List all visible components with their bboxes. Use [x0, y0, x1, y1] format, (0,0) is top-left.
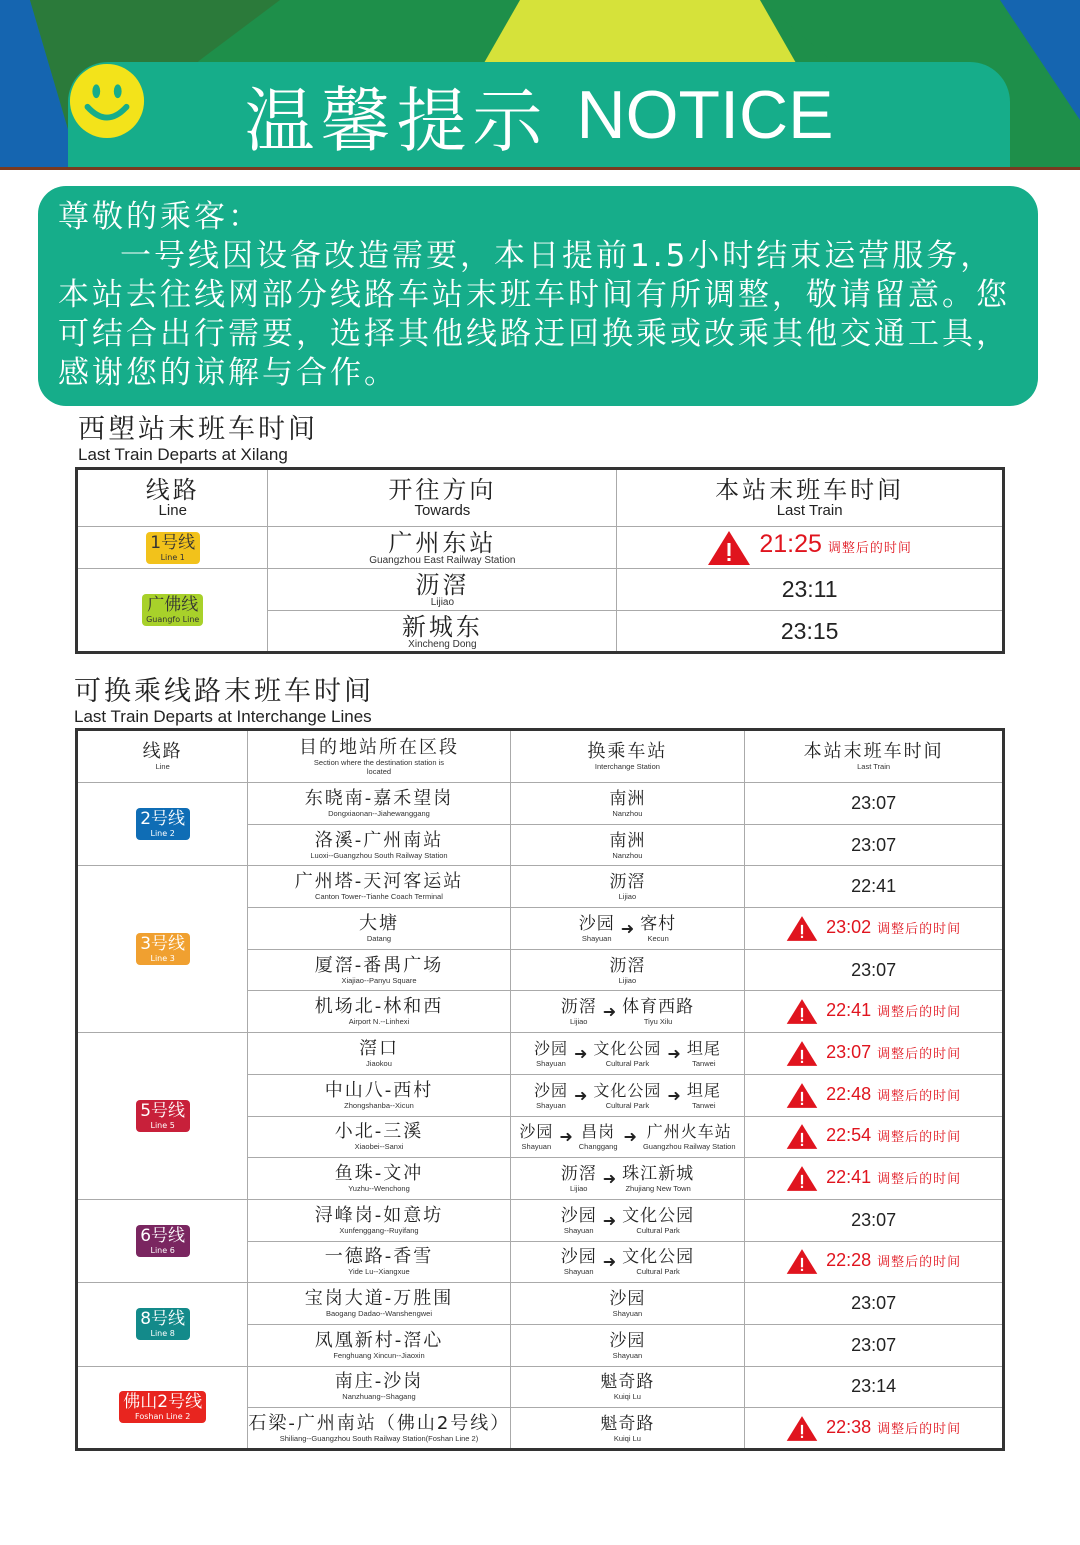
table-row — [77, 783, 1004, 825]
section-en: Yide Lu--Xiangxue — [348, 1267, 410, 1277]
arrow-right-icon: ➜ — [667, 1043, 681, 1063]
adjusted-note: 调整后的时间 — [877, 921, 962, 937]
section-en: Xunfenggang--Ruyifang — [339, 1225, 419, 1235]
last-train-time: 22:38 — [826, 1416, 872, 1437]
interchange-station-en: Guangzhou Railway Station — [642, 1142, 736, 1152]
section-en: Luoxi--Guangzhou South Railway Station — [310, 850, 448, 860]
adjusted-note: 调整后的时间 — [877, 1130, 962, 1146]
interchange-route — [609, 872, 645, 901]
destination-en: Guangzhou East Railway Station — [369, 555, 516, 566]
section-en: Jiaokou — [366, 1058, 392, 1068]
interchange-route — [609, 831, 645, 860]
section-en: Airport N.--Linhexi — [348, 1017, 410, 1027]
section-en: Zhongshanba--Xicun — [344, 1100, 414, 1110]
interchange-station-en: Cultural Park — [636, 1267, 680, 1277]
interchange-station-en: Kuiqi Lu — [613, 1433, 641, 1443]
last-train-time: 23:11 — [781, 576, 838, 602]
last-train-time: 23:02 — [826, 916, 872, 937]
arrow-right-icon: ➜ — [623, 1127, 637, 1147]
destination-en: Xincheng Dong — [408, 638, 477, 650]
interchange-station-en: Lijiao — [618, 892, 637, 902]
interchange-route — [609, 1289, 645, 1318]
interchange-station: 体育西路 — [622, 997, 695, 1018]
column-header: 本站末班车时间 Last Train — [617, 469, 1004, 527]
column-header: 开往方向 Towards — [268, 469, 617, 527]
section-en: Xiajiao--Panyu Square — [341, 975, 417, 985]
last-train-time: 22:41 — [826, 1167, 872, 1188]
destination: 沥滘 — [415, 571, 470, 599]
interchange-station-en: Cultural Park — [605, 1058, 650, 1068]
section: 鱼珠-文冲 — [334, 1163, 424, 1185]
line-badge — [136, 808, 190, 840]
interchange-station: 沙园 — [560, 1205, 597, 1226]
interchange-station-en: Shayuan — [563, 1225, 594, 1235]
warning-icon — [786, 915, 818, 942]
section-en: Baogang Dadao--Wanshengwei — [325, 1309, 432, 1319]
interchange-station-en: Cultural Park — [636, 1225, 680, 1235]
last-train-time: 23:07 — [851, 1209, 897, 1230]
section-title-en: Last Train Departs at Xilang — [78, 445, 288, 464]
interchange-station-en: Lijiao — [618, 975, 637, 985]
interchange-station: 沙园 — [578, 913, 615, 934]
interchange-station: 客村 — [640, 913, 677, 934]
interchange-station: 沥滘 — [609, 955, 646, 976]
section-en: Fenghuang Xincun--Jiaoxin — [333, 1350, 425, 1360]
line-badge — [146, 532, 200, 564]
last-train-time: 22:28 — [826, 1250, 872, 1271]
interchange-station: 沥滘 — [609, 872, 646, 893]
column-header: 换乘车站 Interchange Station — [510, 730, 745, 783]
table-row — [77, 527, 1004, 569]
title-en: NOTICE — [576, 77, 834, 153]
table-row — [77, 1033, 1004, 1075]
interchange-station-en: Shayuan — [563, 1267, 594, 1277]
last-train-time: 23:07 — [851, 959, 897, 980]
interchange-station: 昌岗 — [581, 1122, 616, 1142]
adjusted-time — [786, 1085, 961, 1104]
interchange-station-en: Shayuan — [612, 1350, 643, 1360]
interchange-station-en: Cultural Park — [605, 1100, 650, 1110]
arrow-right-icon: ➜ — [602, 1002, 617, 1022]
section: 宝岗大道-万胜围 — [304, 1288, 454, 1310]
section: 浔峰岗-如意坊 — [314, 1204, 444, 1226]
interchange-route — [519, 1122, 735, 1151]
interchange-station-en: Shayuan — [612, 1309, 643, 1319]
interchange-route — [534, 1081, 721, 1110]
adjusted-time — [786, 1043, 961, 1062]
interchange-last-train-table — [75, 728, 1005, 1451]
adjusted-time — [786, 918, 961, 937]
table-header — [77, 730, 1004, 783]
adjusted-time — [786, 1126, 961, 1145]
interchange-station-en: Shayuan — [581, 933, 612, 943]
line-name: 6号线 — [140, 1226, 186, 1247]
interchange-route — [609, 956, 645, 985]
interchange-route — [561, 1247, 694, 1276]
notice-greeting: 尊敬的乘客： — [58, 199, 262, 235]
interchange-station-en: Shayuan — [536, 1100, 566, 1110]
line-badge — [136, 1100, 190, 1132]
interchange-station-en: Kuiqi Lu — [613, 1392, 641, 1402]
section: 中山八-西村 — [324, 1079, 434, 1101]
arrow-right-icon: ➜ — [602, 1252, 617, 1272]
line-badge — [136, 1308, 190, 1340]
notice-banner — [68, 62, 1010, 168]
section: 石梁-广州南站（佛山2号线） — [248, 1412, 511, 1434]
adjusted-time — [786, 1418, 961, 1437]
arrow-right-icon: ➜ — [667, 1085, 681, 1105]
interchange-route — [609, 1331, 645, 1360]
notice-message — [38, 186, 1038, 406]
last-train-time: 23:07 — [851, 792, 897, 813]
adjusted-time — [707, 530, 912, 558]
interchange-route — [600, 1372, 654, 1401]
interchange-route — [561, 997, 694, 1026]
interchange-station-en: Shayuan — [536, 1058, 566, 1068]
last-train-time: 21:25 — [759, 530, 822, 558]
line-name-en: Line 3 — [150, 954, 175, 964]
interchange-station: 文化公园 — [622, 1247, 695, 1268]
last-train-time: 23:07 — [826, 1041, 872, 1062]
section: 广州塔-天河客运站 — [294, 871, 464, 893]
smiley-icon — [68, 62, 146, 140]
interchange-station-en: Nanzhou — [612, 808, 643, 818]
section: 机场北-林和西 — [314, 996, 444, 1018]
interchange-station: 魁奇路 — [600, 1372, 655, 1393]
section: 南庄-沙岗 — [334, 1371, 424, 1393]
interchange-station-en: Tanwei — [692, 1100, 716, 1110]
interchange-route — [534, 1039, 721, 1068]
table-row — [77, 1199, 1004, 1241]
arrow-right-icon: ➜ — [573, 1043, 588, 1063]
title-zh: 温馨提示 — [244, 79, 549, 162]
warning-icon — [786, 1248, 818, 1275]
warning-icon — [786, 1415, 818, 1442]
adjusted-note: 调整后的时间 — [877, 1172, 962, 1188]
line-badge — [142, 594, 203, 626]
adjusted-time — [786, 1001, 961, 1020]
section-en: Xiaobei--Sanxi — [354, 1142, 404, 1152]
interchange-station: 文化公园 — [622, 1205, 695, 1226]
section-en: Datang — [366, 933, 392, 943]
interchange-route — [600, 1414, 654, 1443]
line-name: 5号线 — [140, 1101, 186, 1121]
interchange-station: 文化公园 — [593, 1080, 662, 1100]
section: 洛溪-广州南站 — [314, 829, 444, 851]
section: 凤凰新村-滘心 — [314, 1329, 444, 1351]
destination: 新城东 — [401, 612, 483, 641]
interchange-route — [561, 1164, 694, 1193]
adjusted-note: 调整后的时间 — [877, 1088, 962, 1104]
interchange-station: 沙园 — [519, 1122, 554, 1142]
line-name: 佛山2号线 — [123, 1392, 203, 1413]
interchange-station-en: Changgang — [578, 1142, 618, 1152]
line-name-en: Guangfo Line — [146, 615, 200, 624]
line-badge — [136, 1225, 190, 1257]
section-en: Yuzhu--Wenchong — [348, 1184, 410, 1194]
adjusted-time — [786, 1251, 961, 1270]
arrow-right-icon: ➜ — [602, 1169, 617, 1189]
line-name: 3号线 — [140, 934, 186, 955]
table-row — [77, 1366, 1004, 1408]
last-train-time: 23:14 — [851, 1376, 897, 1397]
line-name: 广佛线 — [147, 595, 199, 615]
warning-icon — [786, 1165, 818, 1192]
last-train-time: 22:54 — [826, 1125, 872, 1146]
interchange-station: 沙园 — [560, 1247, 597, 1268]
table-header — [77, 469, 1004, 527]
section-en: Canton Tower--Tianhe Coach Terminal — [315, 892, 443, 902]
section: 东晓南-嘉禾望岗 — [304, 787, 454, 809]
interchange-station-en: Lijiao — [569, 1184, 588, 1194]
interchange-station-en: Lijiao — [569, 1017, 588, 1027]
destination-en: Lijiao — [430, 597, 455, 608]
warning-icon — [786, 1040, 818, 1067]
line-name-en: Line 2 — [150, 829, 175, 839]
interchange-station: 沙园 — [609, 1330, 646, 1351]
interchange-route — [609, 789, 645, 818]
last-train-time: 23:07 — [851, 1293, 897, 1314]
section-title-en: Last Train Departs at Interchange Lines — [74, 707, 372, 726]
line-name-en: Line 6 — [150, 1246, 175, 1256]
adjusted-note: 调整后的时间 — [877, 1421, 962, 1437]
interchange-station: 沙园 — [533, 1080, 568, 1100]
line-name-en: Line 5 — [150, 1121, 175, 1130]
interchange-station: 南洲 — [609, 788, 646, 809]
last-train-time: 22:41 — [826, 1000, 872, 1021]
adjusted-note: 调整后的时间 — [827, 541, 912, 556]
table-row — [77, 866, 1004, 908]
section-en: Dongxiaonan--Jiahewanggang — [328, 808, 430, 818]
warning-icon — [786, 1082, 818, 1109]
section: 滘口 — [358, 1037, 399, 1059]
line-badge — [119, 1391, 206, 1423]
table-row — [77, 1283, 1004, 1325]
warning-icon — [786, 998, 818, 1025]
section: 厦滘-番禺广场 — [314, 954, 444, 976]
interchange-station: 文化公园 — [593, 1038, 662, 1058]
column-header: 目的地站所在区段 Section where the destination station is located — [248, 730, 510, 783]
destination: 广州东站 — [388, 529, 497, 557]
notice-body: 一号线因设备改造需要，本日提前1.5小时结束运营服务，本站去往线网部分线路车站末班车时间有所调整，敬请留意。您可结合出行需要，选择其他线路迂回换乘或改乘其他交通工具，感谢您的谅解与合作。 — [58, 238, 1010, 391]
interchange-route — [561, 1206, 694, 1235]
line-name-en: Line 8 — [150, 1329, 175, 1339]
section-title-zh: 可换乘线路末班车时间 — [74, 676, 374, 707]
section-en: Nanzhuang--Shagang — [342, 1392, 416, 1402]
interchange-station-en: Nanzhou — [612, 850, 643, 860]
warning-icon — [707, 530, 751, 566]
last-train-time: 23:15 — [780, 617, 839, 644]
section-en: Shiliang--Guangzhou South Railway Station(Foshan Line 2) — [279, 1433, 479, 1443]
station-table-title — [78, 415, 318, 465]
last-train-time: 22:48 — [826, 1083, 872, 1104]
column-header: 本站末班车时间 Last Train — [745, 730, 1004, 783]
section: 一德路-香雪 — [324, 1246, 434, 1268]
interchange-station: 沥滘 — [560, 997, 597, 1018]
arrow-right-icon: ➜ — [573, 1085, 588, 1105]
interchange-station: 坦尾 — [686, 1080, 721, 1100]
last-train-time: 23:07 — [851, 1334, 897, 1355]
interchange-station-en: Shayuan — [521, 1142, 552, 1152]
last-train-time: 23:07 — [851, 834, 897, 855]
warning-icon — [786, 1123, 818, 1150]
adjusted-note: 调整后的时间 — [877, 1255, 962, 1271]
adjusted-time — [786, 1168, 961, 1187]
line-name: 2号线 — [140, 809, 186, 830]
station-last-train-table — [75, 467, 1005, 654]
interchange-table-title — [74, 677, 374, 727]
interchange-station-en: Zhujiang New Town — [625, 1184, 691, 1194]
line-name-en: Foshan Line 2 — [135, 1412, 191, 1422]
interchange-station-en: Tiyu Xilu — [643, 1017, 673, 1027]
interchange-station: 魁奇路 — [600, 1413, 655, 1434]
arrow-right-icon: ➜ — [620, 918, 635, 938]
table-row — [77, 569, 1004, 611]
interchange-station: 坦尾 — [686, 1038, 721, 1058]
interchange-station: 南洲 — [609, 830, 646, 851]
last-train-time: 22:41 — [851, 876, 897, 897]
adjusted-note: 调整后的时间 — [877, 1046, 962, 1062]
line-name-en: Line 1 — [160, 552, 185, 562]
adjusted-note: 调整后的时间 — [877, 1005, 962, 1021]
interchange-station: 沙园 — [533, 1038, 568, 1058]
header — [0, 0, 1080, 170]
interchange-station-en: Tanwei — [692, 1058, 716, 1068]
section: 小北-三溪 — [334, 1121, 424, 1143]
interchange-route — [579, 914, 676, 943]
column-header: 线路 Line — [77, 469, 268, 527]
line-badge — [136, 933, 190, 965]
section: 大塘 — [358, 912, 399, 934]
line-name: 1号线 — [150, 532, 196, 553]
interchange-station: 沙园 — [609, 1289, 646, 1310]
interchange-station: 珠江新城 — [622, 1164, 695, 1185]
arrow-right-icon: ➜ — [559, 1127, 573, 1147]
arrow-right-icon: ➜ — [602, 1210, 617, 1230]
line-name: 8号线 — [140, 1309, 186, 1330]
section-title-zh: 西塱站末班车时间 — [78, 414, 318, 445]
column-header: 线路 Line — [77, 730, 248, 783]
interchange-station-en: Kecun — [647, 933, 669, 943]
interchange-station: 广州火车站 — [646, 1122, 732, 1142]
interchange-station: 沥滘 — [560, 1164, 597, 1185]
